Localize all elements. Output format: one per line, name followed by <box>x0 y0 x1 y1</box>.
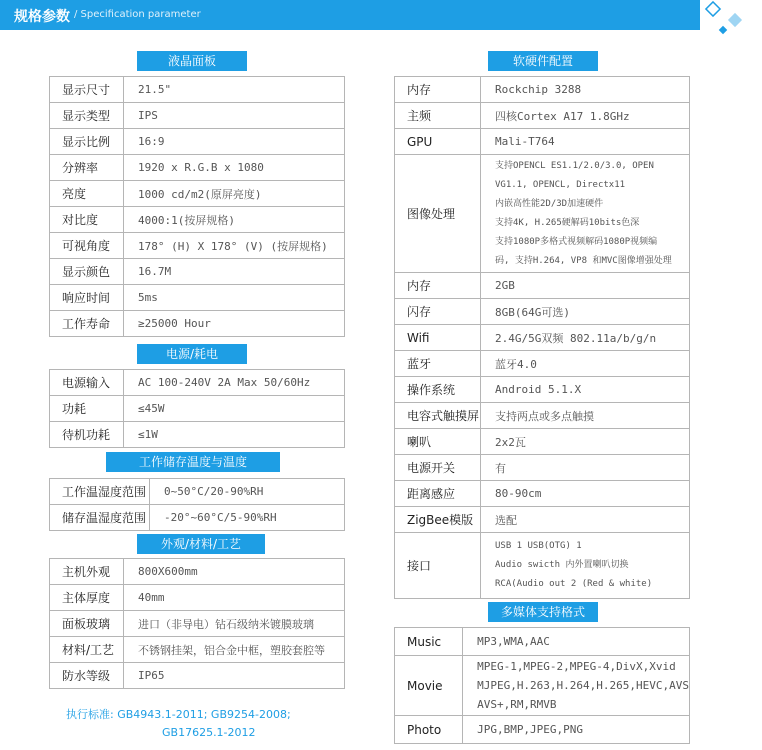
media-row-label: Movie <box>395 656 463 716</box>
lcd-row-label: 分辨率 <box>50 155 124 181</box>
media-row-label: Music <box>395 628 463 656</box>
temp-section-title: 工作储存温度与温度 <box>106 452 280 472</box>
media-row-value-line: MPEG-1,MPEG-2,MPEG-4,DivX,Xvid <box>477 660 676 673</box>
appearance-row-value: 不锈钢挂架，铝合金中框，塑胶套腔等 <box>124 637 345 663</box>
hardware-row <box>395 155 690 273</box>
power-table <box>49 369 345 448</box>
hardware-row-value-line: USB 1 USB(OTG) 1 <box>495 541 582 551</box>
hardware-row-label: ZigBee模版 <box>395 507 481 533</box>
media-row-value-line: MJPEG,H.263,H.264,H.265,HEVC,AVS <box>477 679 689 692</box>
hardware-row <box>395 129 690 155</box>
lcd-row-label: 可视角度 <box>50 233 124 259</box>
power-row-label: 功耗 <box>50 396 124 422</box>
hardware-row-value: 蓝牙4.0 <box>481 351 690 377</box>
hardware-row-label: 电容式触摸屏 <box>395 403 481 429</box>
hardware-row-label: 蓝牙 <box>395 351 481 377</box>
appearance-row <box>50 585 345 611</box>
temp-table <box>49 478 345 531</box>
media-row-value-multiline <box>463 656 690 716</box>
page-title: 规格参数 <box>14 9 70 25</box>
hardware-row-label: 喇叭 <box>395 429 481 455</box>
lcd-row-value: 16.7M <box>124 259 345 285</box>
power-row-value: ≤45W <box>124 396 345 422</box>
hardware-row-label: 闪存 <box>395 299 481 325</box>
power-row-value: AC 100-240V 2A Max 50/60Hz <box>124 370 345 396</box>
hardware-row-label: 距离感应 <box>395 481 481 507</box>
power-row-label: 待机功耗 <box>50 422 124 448</box>
temp-row-label: 工作温湿度范围 <box>50 479 150 505</box>
media-row-label: Photo <box>395 716 463 744</box>
hardware-row-value: 2.4G/5G双频 802.11a/b/g/n <box>481 325 690 351</box>
appearance-row-label: 主机外观 <box>50 559 124 585</box>
hardware-row-value-multiline <box>481 533 690 599</box>
hardware-row-value: 四核Cortex A17 1.8GHz <box>481 103 690 129</box>
hardware-row <box>395 77 690 103</box>
lcd-row-value: 4000:1(按屏规格) <box>124 207 345 233</box>
lcd-row-label: 亮度 <box>50 181 124 207</box>
hardware-row-value: Mali-T764 <box>481 129 690 155</box>
lcd-row-value: 5ms <box>124 285 345 311</box>
media-row-value: JPG,BMP,JPEG,PNG <box>463 716 690 744</box>
hardware-row <box>395 351 690 377</box>
hardware-row-label: 操作系统 <box>395 377 481 403</box>
lcd-row-value: 21.5" <box>124 77 345 103</box>
hardware-row-value: 选配 <box>481 507 690 533</box>
appearance-row <box>50 559 345 585</box>
hardware-row <box>395 533 690 599</box>
lcd-row-value: IPS <box>124 103 345 129</box>
power-row-label: 电源输入 <box>50 370 124 396</box>
lcd-row-value: 1000 cd/m2(原屏亮度) <box>124 181 345 207</box>
hardware-row <box>395 299 690 325</box>
hardware-row-value-line: 码, 支持H.264, VP8 和MVC图像增强处理 <box>495 255 672 266</box>
lcd-row <box>50 233 345 259</box>
appearance-table <box>49 558 345 689</box>
hardware-row <box>395 455 690 481</box>
hardware-section-title: 软硬件配置 <box>488 51 598 71</box>
lcd-row <box>50 207 345 233</box>
appearance-row-label: 面板玻璃 <box>50 611 124 637</box>
hardware-row <box>395 507 690 533</box>
hardware-row-value: 2GB <box>481 273 690 299</box>
hardware-row-value-line: 支持1080P多格式视频解码1080P视频编 <box>495 236 658 247</box>
appearance-row-value: 40mm <box>124 585 345 611</box>
lcd-row-value: ≥25000 Hour <box>124 311 345 337</box>
lcd-row <box>50 103 345 129</box>
lcd-table <box>49 76 345 337</box>
media-row-value: MP3,WMA,AAC <box>463 628 690 656</box>
hardware-row-value-line: Audio swicth 内外置喇叭切换 <box>495 560 629 570</box>
power-row <box>50 422 345 448</box>
temp-row <box>50 505 345 531</box>
hardware-row <box>395 429 690 455</box>
hardware-table <box>394 76 690 599</box>
temp-row-value: -20°~60°C/5-90%RH <box>150 505 345 531</box>
hardware-row-value-line: 内嵌高性能2D/3D加速硬件 <box>495 198 604 209</box>
power-section-title: 电源/耗电 <box>137 344 247 364</box>
temp-row-label: 储存温湿度范围 <box>50 505 150 531</box>
hardware-row <box>395 403 690 429</box>
temp-row-value: 0~50°C/20-90%RH <box>150 479 345 505</box>
hardware-row-value-line: 支持4K, H.265硬解码10bits色深 <box>495 217 640 228</box>
hardware-row-value-line: 支持OPENCL ES1.1/2.0/3.0, OPEN <box>495 160 654 171</box>
hardware-row-value-multiline <box>481 155 690 273</box>
media-row-value-line: AVS+,RM,RMVB <box>477 698 557 711</box>
header-bar <box>0 0 700 30</box>
hardware-row-value: Android 5.1.X <box>481 377 690 403</box>
lcd-row <box>50 259 345 285</box>
hardware-row-label: GPU <box>395 129 481 155</box>
lcd-row-label: 工作寿命 <box>50 311 124 337</box>
media-row <box>395 656 690 716</box>
media-row <box>395 716 690 744</box>
media-section-title: 多媒体支持格式 <box>488 602 598 622</box>
lcd-row-label: 显示类型 <box>50 103 124 129</box>
appearance-row-value: 进口（非导电）钻石级纳米镀膜玻璃 <box>124 611 345 637</box>
appearance-row-value: IP65 <box>124 663 345 689</box>
hardware-row-value: 有 <box>481 455 690 481</box>
hardware-row-label: 电源开关 <box>395 455 481 481</box>
lcd-row <box>50 155 345 181</box>
appearance-row-label: 主体厚度 <box>50 585 124 611</box>
lcd-row <box>50 285 345 311</box>
lcd-row-label: 显示颜色 <box>50 259 124 285</box>
hardware-row <box>395 325 690 351</box>
hardware-row <box>395 481 690 507</box>
lcd-section-title: 液晶面板 <box>137 51 247 71</box>
hardware-row-label: 内存 <box>395 77 481 103</box>
lcd-row-value: 178° (H) X 178° (V) (按屏规格) <box>124 233 345 259</box>
media-table <box>394 627 690 744</box>
lcd-row-label: 响应时间 <box>50 285 124 311</box>
hardware-row-value-line: RCA(Audio out 2 (Red & white) <box>495 579 653 589</box>
standards-footer <box>66 706 291 742</box>
hardware-row-label: 内存 <box>395 273 481 299</box>
lcd-row <box>50 77 345 103</box>
hardware-row-value: Rockchip 3288 <box>481 77 690 103</box>
lcd-row-value: 1920 x R.G.B x 1080 <box>124 155 345 181</box>
lcd-row-label: 显示尺寸 <box>50 77 124 103</box>
lcd-row-value: 16:9 <box>124 129 345 155</box>
page-subtitle: / Specification parameter <box>74 9 201 20</box>
hardware-row-value-line: VG1.1, OPENCL, Directx11 <box>495 179 626 190</box>
lcd-row-label: 显示比例 <box>50 129 124 155</box>
appearance-row <box>50 637 345 663</box>
hardware-row <box>395 103 690 129</box>
hardware-row <box>395 273 690 299</box>
hardware-row-label: Wifi <box>395 325 481 351</box>
appearance-row-label: 材料/工艺 <box>50 637 124 663</box>
hardware-row-label: 主频 <box>395 103 481 129</box>
lcd-row <box>50 311 345 337</box>
power-row <box>50 370 345 396</box>
hardware-row-label: 接口 <box>395 533 481 599</box>
appearance-row-label: 防水等级 <box>50 663 124 689</box>
media-row <box>395 628 690 656</box>
standards-line-2: GB17625.1-2012 <box>162 726 256 739</box>
hardware-row-value: 8GB(64G可选) <box>481 299 690 325</box>
appearance-row <box>50 611 345 637</box>
lcd-row-label: 对比度 <box>50 207 124 233</box>
power-row <box>50 396 345 422</box>
appearance-row <box>50 663 345 689</box>
appearance-row-value: 800X600mm <box>124 559 345 585</box>
hardware-row-label: 图像处理 <box>395 155 481 273</box>
lcd-row <box>50 129 345 155</box>
power-row-value: ≤1W <box>124 422 345 448</box>
hardware-row-value: 2x2瓦 <box>481 429 690 455</box>
diamond-decoration-icon <box>700 0 762 40</box>
standards-line-1: 执行标准: GB4943.1-2011; GB9254-2008; <box>66 708 291 721</box>
appearance-section-title: 外观/材料/工艺 <box>137 534 265 554</box>
hardware-row-value: 80-90cm <box>481 481 690 507</box>
hardware-row-value: 支持两点或多点触摸 <box>481 403 690 429</box>
lcd-row <box>50 181 345 207</box>
temp-row <box>50 479 345 505</box>
hardware-row <box>395 377 690 403</box>
